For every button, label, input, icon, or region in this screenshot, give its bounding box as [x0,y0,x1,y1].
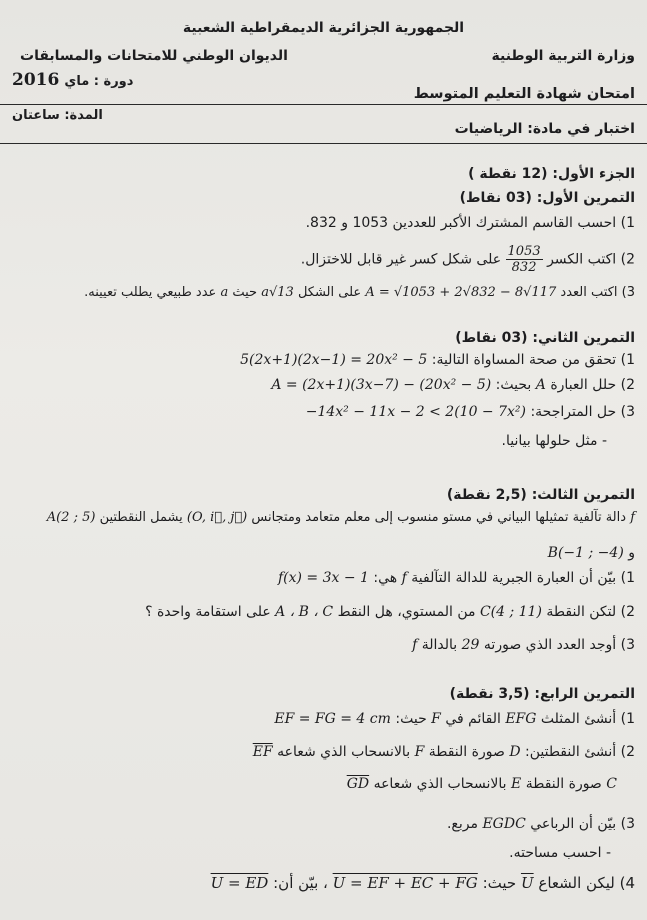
ex3-intro-text-b: يشمل النقطتين [99,510,183,525]
ex3-intro [47,510,635,525]
ex1-q3-text-c: حيث [232,285,258,300]
ex3-q1-text-a: 1) بيّن أن العبارة الجبرية للدالة التآلفية [411,570,635,586]
ex3-q3-number: 29 [461,637,480,653]
session-label: دورة : ماي [64,74,134,89]
ex4-q2-line2 [347,776,617,792]
ex4-q2-text-e: بالانسحاب الذي شعاعه [373,776,507,792]
ex2-q2 [271,377,635,393]
ex4-q1 [274,711,635,727]
ex4-q3 [447,816,635,832]
ex1-q2-fraction [506,244,543,275]
duration: المدة: ساعتان [12,108,103,123]
session-line [12,70,133,90]
ex3-intro-text-a: دالة تآلفية تمثيلها البياني في مستو منسوب إلى معلم متعامد ومتجانس [251,510,627,525]
ex2-q2-text-b: بحيث: [495,377,532,393]
ex4-q2-point-f: F [414,744,425,760]
ex1-q2 [301,244,635,275]
ex2-q3-text: 3) حل المتراجحة: [530,404,635,420]
ex4-q4-expression-1: U = EF + EC + FG [332,874,478,892]
ex3-function-name: f [630,510,635,525]
ex4-q2-point-c: C [606,776,617,792]
ex1-q2-numerator: 1053 [507,244,541,259]
ex4-q2-vector-gd: $\overline{GD}$ [346,776,370,792]
ex3-title: التمرين الثالث: (2,5 نقطة) [446,487,635,503]
ex4-q3-text-a: 3) بيّن أن الرباعي [530,816,635,832]
ex4-q1-text-c: حيث: [395,711,427,727]
ex1-q3 [84,285,635,300]
ex1-q2-text-b: على شكل كسر غير قابل للاختزال. [300,251,502,268]
ex3-q2-points: A ، B ، C [275,604,334,620]
ex3-point-b: B(−1 ; −4) [547,545,624,561]
ex1-title: التمرين الأول: (03 نقاط) [459,190,635,206]
ex3-q3 [412,637,635,653]
ex4-q2-text-b: صورة النقطة [428,744,505,760]
ex2-q2-expression: A = (2x+1)(3x−7) − (20x² − 5) [271,377,492,393]
ex1-q2-denominator: 832 [511,260,537,275]
ex2-q2-variable: A [535,377,546,393]
header-divider-1 [0,104,647,105]
ex3-q2-point: C(4 ; 11) [479,604,542,620]
part1-title: الجزء الأول: (12 نقطة ) [468,166,635,182]
ex1-q3-expression: A = √1053 + 2√832 − 8√117 [365,285,557,300]
ex4-q4-text-a: 4) ليكن الشعاع [538,874,635,892]
ex3-q3-text-b: بالدالة [421,637,458,653]
subject: اختبار في مادة: الرياضيات [454,121,635,137]
ex4-q4-vector-u: $\overline{U}$ [520,874,534,892]
ex4-q2-point-e: E [511,776,522,792]
ex3-q2-text-a: 2) لتكن النقطة [546,604,635,620]
ex4-q3-quad: EGDC [482,816,526,832]
ex4-q3-area: - احسب مساحته. [509,845,611,861]
ex4-q1-text-b: القائم في [445,711,501,727]
ex4-q1-expression: EF = FG = 4 cm [274,711,391,727]
ex2-q3-graph: - مثل حلولها بيانيا. [501,433,607,449]
ex4-q2-text-a: 2) أنشئ النقطتين: [525,744,635,760]
office-name: الديوان الوطني للامتحانات والمسابقات [20,48,288,64]
ex1-q3-variable: a [220,285,229,300]
ex4-q1-vertex: F [431,711,441,727]
ex2-q1 [240,352,635,368]
ex4-q2-vector-ef: $\overline{EF}$ [252,744,273,760]
ex3-q2-text-b: من المستوي، هل النقط [337,604,476,620]
ex2-q2-text-a: 2) حلل العبارة [550,377,635,393]
ex1-q2-text-a: 2) اكتب الكسر [547,251,635,268]
ex4-title: التمرين الرابع: (3,5 نقطة) [449,686,635,702]
ex3-frame: (O, i⃗, j⃗) [186,510,248,525]
ex3-q1-text-b: هي: [373,570,398,586]
ex4-q4-text-c: ، بيّن أن: [273,874,328,892]
ex1-q3-text-b: على الشكل [297,285,362,300]
ex2-q1-expression: 5(2x+1)(2x−1) = 20x² − 5 [240,352,428,368]
ex2-q1-text: 1) تحقق من صحة المساواة التالية: [431,352,635,368]
ex1-q3-text-d: عدد طبيعي يطلب تعيينه. [84,285,217,300]
exam-name: امتحان شهادة التعليم المتوسط [413,86,635,102]
ex4-q4-expression-2: U = ED [210,874,269,892]
ex3-intro-line2 [548,545,635,561]
ex4-q4 [211,874,635,892]
ex3-intro-text-c: و [628,545,635,561]
ex1-q1: 1) احسب القاسم المشترك الأكبر للعددين 1053 و 832. [305,215,635,231]
session-year: 2016 [12,70,60,90]
ex4-q2-text-d: صورة النقطة [525,776,602,792]
ex3-q2 [145,604,635,620]
ex4-q2-text-c: بالانسحاب الذي شعاعه [277,744,411,760]
ex4-q1-text-a: 1) أنشئ المثلث [540,711,635,727]
ex3-point-a: A(2 ; 5) [46,510,96,525]
ex3-q2-text-c: على استقامة واحدة ؟ [145,604,271,620]
ex4-q2-point-d: D [509,744,521,760]
ex4-q3-text-b: مربع. [446,816,478,832]
ex1-q3-form: a√13 [261,285,294,300]
header-divider-2 [0,143,647,144]
ex4-q4-text-b: حيث: [482,874,517,892]
ex4-q2-line1 [253,744,635,760]
ex3-q3-text-a: 3) أوجد العدد الذي صورته [483,637,635,653]
ex4-q1-triangle: EFG [505,711,537,727]
ministry-name: وزارة التربية الوطنية [491,48,635,64]
ex3-q1-variable: f [401,570,407,586]
ex2-q3 [306,404,635,420]
republic-title: الجمهورية الجزائرية الديمقراطية الشعبية [182,20,465,36]
ex2-title: التمرين الثاني: (03 نقاط) [455,330,635,346]
ex3-q1 [278,570,635,586]
ex2-q3-expression: −14x² − 11x − 2 < 2(10 − 7x²) [305,404,526,420]
ex3-q1-expression: f(x) = 3x − 1 [277,570,369,586]
ex1-q3-text-a: 3) اكتب العدد [560,285,635,300]
ex3-q3-variable: f [412,637,418,653]
